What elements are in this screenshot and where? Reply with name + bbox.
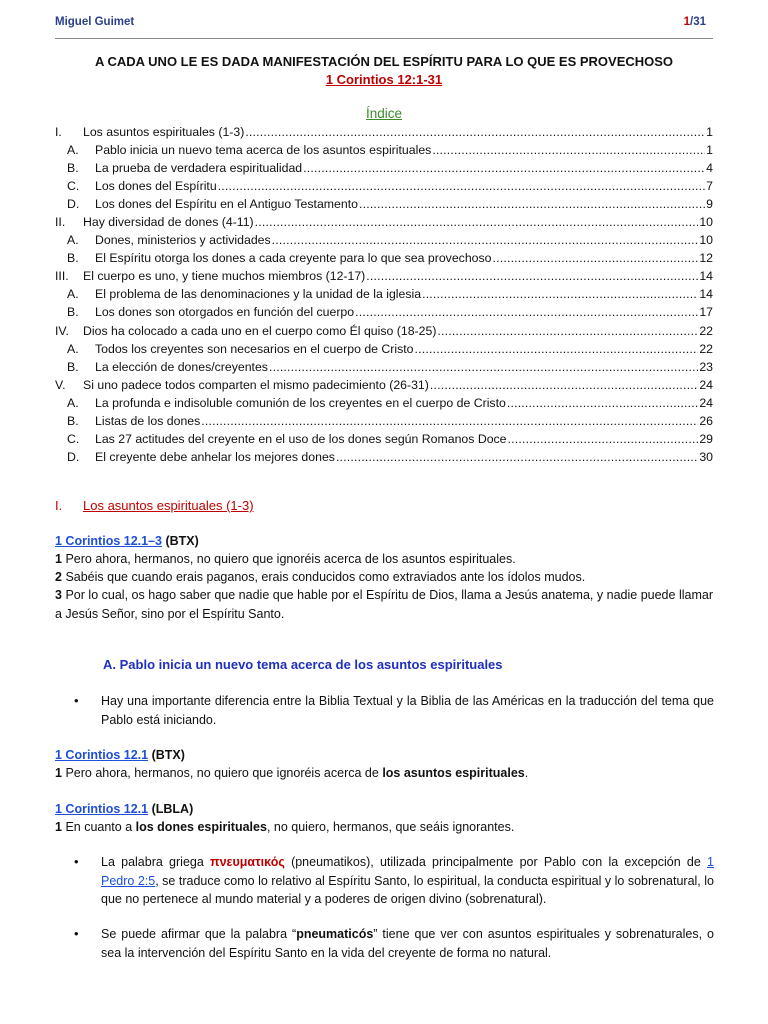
toc-entry[interactable] (55, 195, 713, 213)
toc-leader-dots (508, 430, 699, 448)
toc-entry[interactable] (55, 358, 713, 376)
toc-leader-dots (437, 322, 698, 340)
toc-entry[interactable] (55, 177, 713, 195)
toc-entry-number: B. (67, 161, 79, 176)
toc-entry-number: B. (67, 305, 79, 320)
page-total: /31 (690, 16, 706, 28)
toc-entry-page: 23 (699, 359, 713, 374)
toc-entry-page: 1 (706, 125, 713, 139)
toc-entry-number: D. (67, 449, 80, 464)
toc-entry-number: A. (67, 341, 79, 356)
scripture-link[interactable]: 1 Corintios 12.1–3 (55, 534, 162, 548)
bible-version: (BTX) (151, 748, 185, 762)
bullet-item: • La palabra griega πνευματικός (pneumatikos), utilizada principalmente por Pablo con la excepción de 1 Pedro 2:5, se traduce como lo relativo al Espíritu Santo, lo espiritual, la conducta espiritual y lo sobrenatural, lo que no pertenece al mundo material y a poderes de origen divino (sobrenatural). (74, 854, 714, 906)
bullet-item: • Hay una importante diferencia entre la Biblia Textual y la Biblia de las Américas en la traducción del tema que Pablo está iniciando. (74, 693, 714, 727)
toc-leader-dots (366, 267, 698, 285)
toc-entry-text: El problema de las denominaciones y la unidad de la iglesia (95, 287, 422, 302)
verse-3: 3 Por lo cual, os hago saber que nadie que hable por el Espíritu de Dios, llama a Jesús anatema, y nadie puede llamar a Jesús Señor, sino por el Espíritu Santo. (55, 588, 713, 621)
toc-entry-number: C. (67, 179, 80, 194)
toc-entry-page: 4 (706, 161, 713, 176)
toc-entry-page: 14 (699, 287, 713, 302)
toc-entry[interactable] (55, 213, 713, 231)
toc-entry-number: B. (67, 359, 79, 374)
verse-1: 1 Pero ahora, hermanos, no quiero que ignoréis acerca de los asuntos espirituales. (55, 552, 516, 566)
bullet-icon: • (74, 926, 79, 941)
bullet-icon: • (74, 854, 79, 869)
toc-entry[interactable] (55, 430, 713, 448)
toc-entry-text: Dones, ministerios y actividades (95, 233, 271, 248)
toc-entry-text: La profunda e indisoluble comunión de los creyentes en el cuerpo de Cristo (95, 395, 506, 410)
toc-entry-page: 10 (699, 233, 713, 248)
header-page-number (684, 16, 706, 28)
toc-entry-text: La elección de dones/creyentes (95, 359, 268, 374)
toc-leader-dots (430, 376, 698, 394)
bullet-item: • Se puede afirmar que la palabra “pneumaticós” tiene que ver con asuntos espirituales y sobrenaturales, o sea la intervención del Espíritu Santo en la vida del creyente de forma no natural. (74, 926, 714, 960)
toc-entry-text: Dios ha colocado a cada uno en el cuerpo como Él quiso (18-25) (83, 323, 437, 338)
toc-leader-dots (492, 249, 698, 267)
toc-entry[interactable] (55, 376, 713, 394)
toc-entry-text: Todos los creyentes son necesarios en el cuerpo de Cristo (95, 341, 414, 356)
toc-entry-number: B. (67, 251, 79, 266)
toc-entry-number: III. (55, 269, 69, 284)
toc-entry-number: A. (67, 233, 79, 248)
toc-leader-dots (245, 123, 705, 141)
scripture-reference (55, 746, 713, 765)
toc-entry-page: 24 (699, 395, 713, 410)
toc-entry-page: 29 (699, 431, 713, 446)
toc-entry-number: A. (67, 395, 79, 410)
table-of-contents (55, 123, 713, 466)
toc-entry-text: Pablo inicia un nuevo tema acerca de los asuntos espirituales (95, 143, 432, 158)
toc-entry[interactable] (55, 123, 713, 141)
toc-entry-number: V. (55, 377, 66, 392)
page-current: 1 (683, 16, 690, 28)
bible-version: (LBLA) (151, 802, 194, 816)
toc-entry[interactable] (55, 394, 713, 412)
scripture-reference (55, 800, 713, 819)
toc-entry-text: Las 27 actitudes del creyente en el uso de los dones según Romanos Doce (95, 431, 507, 446)
toc-entry-number: I. (55, 125, 62, 139)
toc-entry[interactable] (55, 231, 713, 249)
section-heading[interactable] (55, 498, 254, 513)
toc-leader-dots (269, 358, 698, 376)
toc-entry[interactable] (55, 412, 713, 430)
toc-entry-text: La prueba de verdadera espiritualidad (95, 161, 303, 176)
scripture-link[interactable]: 1 Pedro 2:5 (101, 855, 714, 888)
toc-leader-dots (432, 141, 705, 159)
header-author: Miguel Guimet (55, 16, 135, 28)
toc-entry-text: Los asuntos espirituales (1-3) (83, 125, 245, 139)
toc-entry-page: 26 (699, 413, 713, 428)
verse-1-lbla: 1 En cuanto a los dones espirituales, no quiero, hermanos, que seáis ignorantes. (55, 820, 515, 834)
toc-entry-page: 12 (699, 251, 713, 266)
bullet-icon: • (74, 693, 79, 708)
verse-2: 2 Sabéis que cuando erais paganos, erais conducidos como extraviados ante los ídolos mudos. (55, 570, 586, 584)
scripture-link[interactable]: 1 Corintios 12.1 (55, 802, 149, 816)
toc-entry-page: 14 (699, 269, 713, 284)
scripture-link[interactable]: 1 Corintios 12.1 (55, 748, 149, 762)
toc-entry-page: 30 (699, 449, 713, 464)
verse-1-btx: 1 Pero ahora, hermanos, no quiero que ignoréis acerca de los asuntos espirituales. (55, 766, 529, 780)
document-title: A CADA UNO LE ES DADA MANIFESTACIÓN DEL ESPÍRITU PARA LO QUE ES PROVECHOSO (94, 54, 674, 69)
toc-leader-dots (359, 195, 705, 213)
toc-entry[interactable] (55, 159, 713, 177)
scripture-reference (55, 532, 713, 551)
bible-version: (BTX) (165, 534, 199, 548)
toc-entry-page: 1 (706, 143, 713, 158)
toc-entry-page: 10 (699, 215, 713, 230)
section-number: I. (55, 498, 63, 513)
toc-leader-dots (201, 412, 698, 430)
toc-entry-number: II. (55, 215, 66, 230)
toc-entry[interactable] (55, 303, 713, 321)
toc-entry-page: 17 (699, 305, 713, 320)
toc-entry-text: El cuerpo es uno, y tiene muchos miembros (12-17) (83, 269, 366, 284)
toc-entry[interactable] (55, 141, 713, 159)
toc-entry-text: Listas de los dones (95, 413, 201, 428)
toc-entry-text: El Espíritu otorga los dones a cada creyente para lo que sea provechoso (95, 251, 492, 266)
toc-entry-text: El creyente debe anhelar los mejores dones (95, 449, 335, 464)
section-title: Los asuntos espirituales (1-3) (83, 498, 254, 513)
toc-entry-text: Hay diversidad de dones (4-11) (83, 215, 254, 230)
toc-leader-dots (422, 285, 698, 303)
toc-entry[interactable] (55, 448, 713, 466)
toc-entry-number: A. (67, 287, 79, 302)
toc-entry[interactable] (55, 249, 713, 267)
toc-entry-number: A. (67, 143, 79, 158)
toc-entry-number: D. (67, 197, 80, 212)
toc-leader-dots (255, 213, 699, 231)
toc-leader-dots (303, 159, 705, 177)
toc-entry-number: C. (67, 431, 80, 446)
toc-entry-text: Los dones del Espíritu (95, 179, 217, 194)
toc-entry[interactable] (55, 285, 713, 303)
toc-leader-dots (507, 394, 698, 412)
toc-entry-text: Si uno padece todos comparten el mismo padecimiento (26-31) (83, 377, 429, 392)
toc-leader-dots (218, 177, 705, 195)
index-title: Índice (365, 106, 403, 121)
document-subtitle (55, 72, 713, 87)
subtitle-link[interactable]: 1 Corintios 12:1-31 (325, 72, 443, 87)
toc-entry-page: 22 (699, 341, 713, 356)
toc-entry-page: 7 (706, 179, 713, 194)
header-divider (55, 38, 713, 39)
toc-leader-dots (415, 340, 699, 358)
toc-entry-page: 9 (706, 197, 713, 212)
toc-entry[interactable] (55, 267, 713, 285)
toc-entry-number: IV. (55, 323, 69, 338)
toc-leader-dots (272, 231, 699, 249)
toc-entry[interactable] (55, 322, 713, 340)
toc-entry-number: B. (67, 413, 79, 428)
toc-leader-dots (355, 303, 698, 321)
greek-word: πνευματικός (210, 855, 285, 869)
toc-entry-text: Los dones del Espíritu en el Antiguo Testamento (95, 197, 358, 212)
toc-entry[interactable] (55, 340, 713, 358)
toc-entry-text: Los dones son otorgados en función del cuerpo (95, 305, 355, 320)
toc-entry-page: 22 (699, 323, 713, 338)
toc-leader-dots (336, 448, 698, 466)
toc-entry-page: 24 (699, 377, 713, 392)
subsection-heading: A. Pablo inicia un nuevo tema acerca de los asuntos espirituales (103, 657, 503, 672)
